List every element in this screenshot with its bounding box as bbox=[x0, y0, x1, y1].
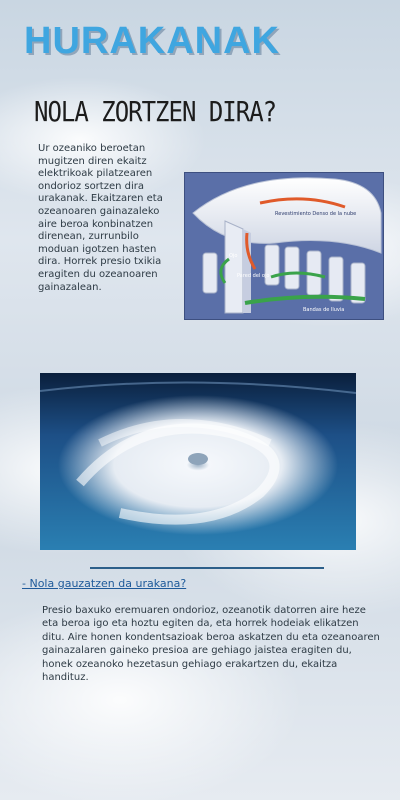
label-eye: Ojo bbox=[229, 253, 238, 259]
satellite-image-graphic bbox=[40, 373, 356, 550]
label-cloud-cover: Revestimiento Denso de la nube bbox=[275, 211, 357, 217]
diagram-graphic bbox=[185, 173, 383, 319]
hurricane-structure-diagram bbox=[184, 172, 384, 320]
hurricane-satellite-photo bbox=[40, 373, 356, 550]
label-rain-bands: Bandas de lluvia bbox=[303, 307, 345, 313]
section-heading-link[interactable]: - Nola gauzatzen da urakana? bbox=[22, 577, 187, 590]
section-divider bbox=[90, 567, 324, 569]
page-title: HURAKANAK bbox=[24, 20, 280, 62]
section-title: NOLA ZORTZEN DIRA? bbox=[34, 95, 277, 129]
label-eye-wall: Pared del ojo bbox=[237, 273, 270, 279]
section-paragraph: Presio baxuko eremuaren ondorioz, ozeanotik datorren aire heze eta beroa igo eta hoztu egiten da, eta horrek hodeiak elikatzen ditu. Aire honen kondentsazioak beroa askatzen du eta ozeanoaren gainazalaren gaineko presioa are gehiago jaistea eragiten du, honek ozeanoko hezetasun gehiago erakartzen du, ekaitza handituz. bbox=[42, 605, 380, 684]
intro-paragraph: Ur ozeaniko beroetan mugitzen diren ekaitz elektrikoak pilatzearen ondorioz sortzen dira urakanak. Ekaitzaren eta ozeanoaren gainazaleko aire beroa konbinatzen direnean, zurrunbilo moduan igotzen hasten dira. Horrek presio txikia eragiten du ozeanoaren gainazalean. bbox=[38, 143, 163, 293]
